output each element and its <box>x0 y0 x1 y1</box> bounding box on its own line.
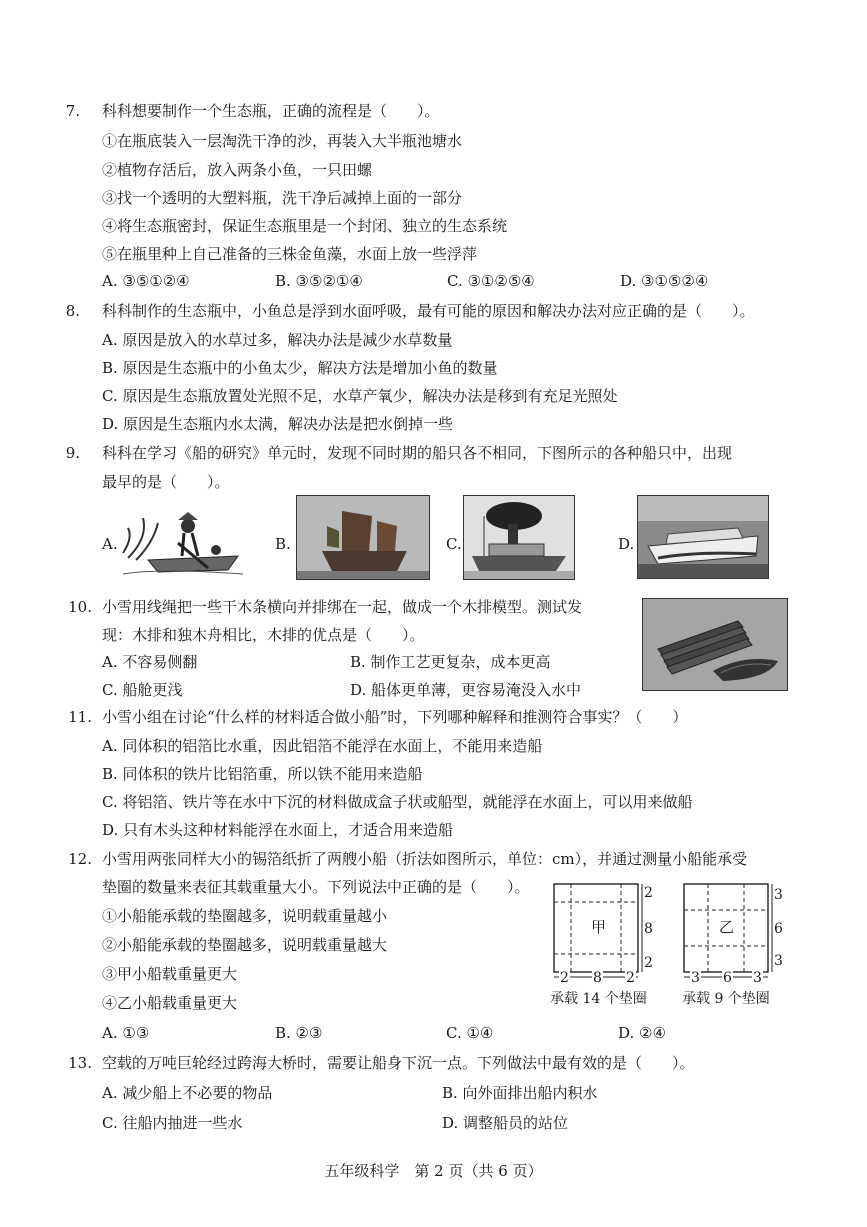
q12-stem-line2: 垫圈的数量来表征其载重量大小。下列说法中正确的是（ ）。 <box>102 878 530 896</box>
boat-jia-bottom-dim-2: 8 <box>592 967 603 989</box>
q12-stem-line1: 小雪用两张同样大小的锡箔纸折了两艘小船（折法如图所示，单位：cm），并通过测量小船能承受 <box>102 850 748 868</box>
q9-stem-line1: 科科在学习《船的研究》单元时，发现不同时期的船只各不相同，下图所示的各种船只中，出现 <box>102 444 733 462</box>
q8-option-a[interactable]: A. 原因是放入的水草过多，解决办法是减少水草数量 <box>102 331 453 349</box>
q12-option-a[interactable]: A. ①③ <box>102 1024 150 1042</box>
q10-option-a[interactable]: A. 不容易侧翻 <box>102 653 198 671</box>
q13-option-c[interactable]: C. 往船内抽进一些水 <box>102 1114 243 1132</box>
q9-image-a-rowboat[interactable] <box>118 498 248 580</box>
q10-stem-line1: 小雪用线绳把一些干木条横向并排绑在一起，做成一个木排模型。测试发 <box>102 598 583 616</box>
q9-image-c-steamship[interactable] <box>463 495 575 580</box>
boat-yi-side-dim-1: 3 <box>774 887 783 903</box>
q8-number: 8. <box>65 302 80 320</box>
q7-number: 7. <box>65 102 80 120</box>
q13-stem: 空载的万吨巨轮经过跨海大桥时，需要让船身下沉一点。下列做法中最有效的是（ ）。 <box>102 1054 695 1072</box>
boat-yi-caption: 承载 9 个垫圈 <box>682 991 770 1007</box>
q7-option-b[interactable]: B. ③⑤②①④ <box>275 272 363 290</box>
q11-option-d[interactable]: D. 只有木头这种材料能浮在水面上，才适合用来造船 <box>102 821 454 839</box>
q12-option-c[interactable]: C. ①④ <box>446 1024 494 1042</box>
q8-stem: 科科制作的生态瓶中，小鱼总是浮到水面呼吸，最有可能的原因和解决办法对应正确的是（ ）。 <box>102 302 755 320</box>
q7-step-2: ②植物存活后，放入两条小鱼，一只田螺 <box>102 161 373 179</box>
q11-stem: 小雪小组在讨论“什么样的材料适合做小船”时，下列哪种解释和推测符合事实？（ ） <box>102 708 688 726</box>
q7-stem: 科科想要制作一个生态瓶，正确的流程是（ ）。 <box>102 102 440 120</box>
q11-number: 11. <box>68 708 92 726</box>
q7-step-4: ④将生态瓶密封，保证生态瓶里是一个封闭、独立的生态系统 <box>102 217 508 235</box>
q12-statement-2: ②小船能承载的垫圈越多，说明载重量越大 <box>102 936 388 954</box>
q10-option-d[interactable]: D. 船体更单薄，更容易淹没入水中 <box>350 681 582 699</box>
q9-option-d[interactable]: D. <box>618 535 635 553</box>
q11-option-a[interactable]: A. 同体积的铝箔比水重，因此铝箔不能浮在水面上，不能用来造船 <box>102 737 543 755</box>
q12-number: 12. <box>68 850 92 868</box>
boat-yi-bottom-dim-2: 6 <box>722 967 733 989</box>
q12-statement-1: ①小船能承载的垫圈越多，说明载重量越小 <box>102 907 388 925</box>
q9-number: 9. <box>65 444 80 462</box>
q7-option-c[interactable]: C. ③①②⑤④ <box>447 272 535 290</box>
boat-jia-bottom-dim-1: 2 <box>559 967 570 989</box>
q12-statement-4: ④乙小船载重量更大 <box>102 994 238 1012</box>
boat-jia-side-dim-3: 2 <box>644 955 653 971</box>
q9-option-b[interactable]: B. <box>275 535 291 553</box>
q12-option-b[interactable]: B. ②③ <box>275 1024 323 1042</box>
q7-step-5: ⑤在瓶里种上自己准备的三株金鱼藻，水面上放一些浮萍 <box>102 245 478 263</box>
boat-jia-side-dim-1: 2 <box>644 885 653 901</box>
boat-yi-bottom-dim-1: 3 <box>690 967 701 989</box>
boat-jia-diagram <box>550 882 660 986</box>
q10-option-c[interactable]: C. 船舱更浅 <box>102 681 183 699</box>
q12-statement-3: ③甲小船载重量更大 <box>102 965 238 983</box>
boat-yi-side-dim-2: 6 <box>774 921 783 937</box>
q8-option-c[interactable]: C. 原因是生态瓶放置处光照不足，水草产氧少，解决办法是移到有充足光照处 <box>102 387 618 405</box>
q9-image-d-cruise-ship[interactable] <box>637 495 769 579</box>
q9-image-b-sailing-junk[interactable] <box>296 495 430 580</box>
boat-yi-side-dim-3: 3 <box>774 953 783 969</box>
q10-option-b[interactable]: B. 制作工艺更复杂，成本更高 <box>350 653 551 671</box>
q7-option-d[interactable]: D. ③①⑤②④ <box>620 272 709 290</box>
boat-jia-bottom-dim-3: 2 <box>625 967 636 989</box>
boat-jia-label: 甲 <box>591 918 607 936</box>
q8-option-d[interactable]: D. 原因是生态瓶内水太满，解决办法是把水倒掉一些 <box>102 415 454 433</box>
page-footer: 五年级科学 第 2 页（共 6 页） <box>324 1162 543 1180</box>
q13-option-a[interactable]: A. 减少船上不必要的物品 <box>102 1084 273 1102</box>
q9-stem-line2: 最早的是（ ）。 <box>102 473 230 491</box>
q7-step-1: ①在瓶底装入一层淘洗干净的沙，再装入大半瓶池塘水 <box>102 132 463 150</box>
boat-jia-side-dim-2: 8 <box>644 921 653 937</box>
boat-yi-label: 乙 <box>719 918 735 936</box>
q11-option-c[interactable]: C. 将铝箔、铁片等在水中下沉的材料做成盒子状或船型，就能浮在水面上，可以用来做船 <box>102 793 693 811</box>
q7-step-3: ③找一个透明的大塑料瓶，洗干净后减掉上面的一部分 <box>102 189 463 207</box>
q10-number: 10. <box>68 598 92 616</box>
q13-option-d[interactable]: D. 调整船员的站位 <box>442 1114 569 1132</box>
q13-option-b[interactable]: B. 向外面排出船内积水 <box>442 1084 598 1102</box>
q12-option-d[interactable]: D. ②④ <box>618 1024 666 1042</box>
q10-raft-image <box>642 598 788 691</box>
q7-option-a[interactable]: A. ③⑤①②④ <box>102 272 190 290</box>
q10-stem-line2: 现：木排和独木舟相比，木排的优点是（ ）。 <box>102 626 425 644</box>
boat-jia-caption: 承载 14 个垫圈 <box>550 991 647 1007</box>
q9-option-a[interactable]: A. <box>102 535 118 553</box>
boat-yi-bottom-dim-3: 3 <box>752 967 763 989</box>
q11-option-b[interactable]: B. 同体积的铁片比铝箔重，所以铁不能用来造船 <box>102 765 423 783</box>
q9-option-c[interactable]: C. <box>446 535 462 553</box>
q13-number: 13. <box>68 1054 92 1072</box>
q8-option-b[interactable]: B. 原因是生态瓶中的小鱼太少，解决方法是增加小鱼的数量 <box>102 359 498 377</box>
boat-yi-diagram <box>680 882 790 986</box>
